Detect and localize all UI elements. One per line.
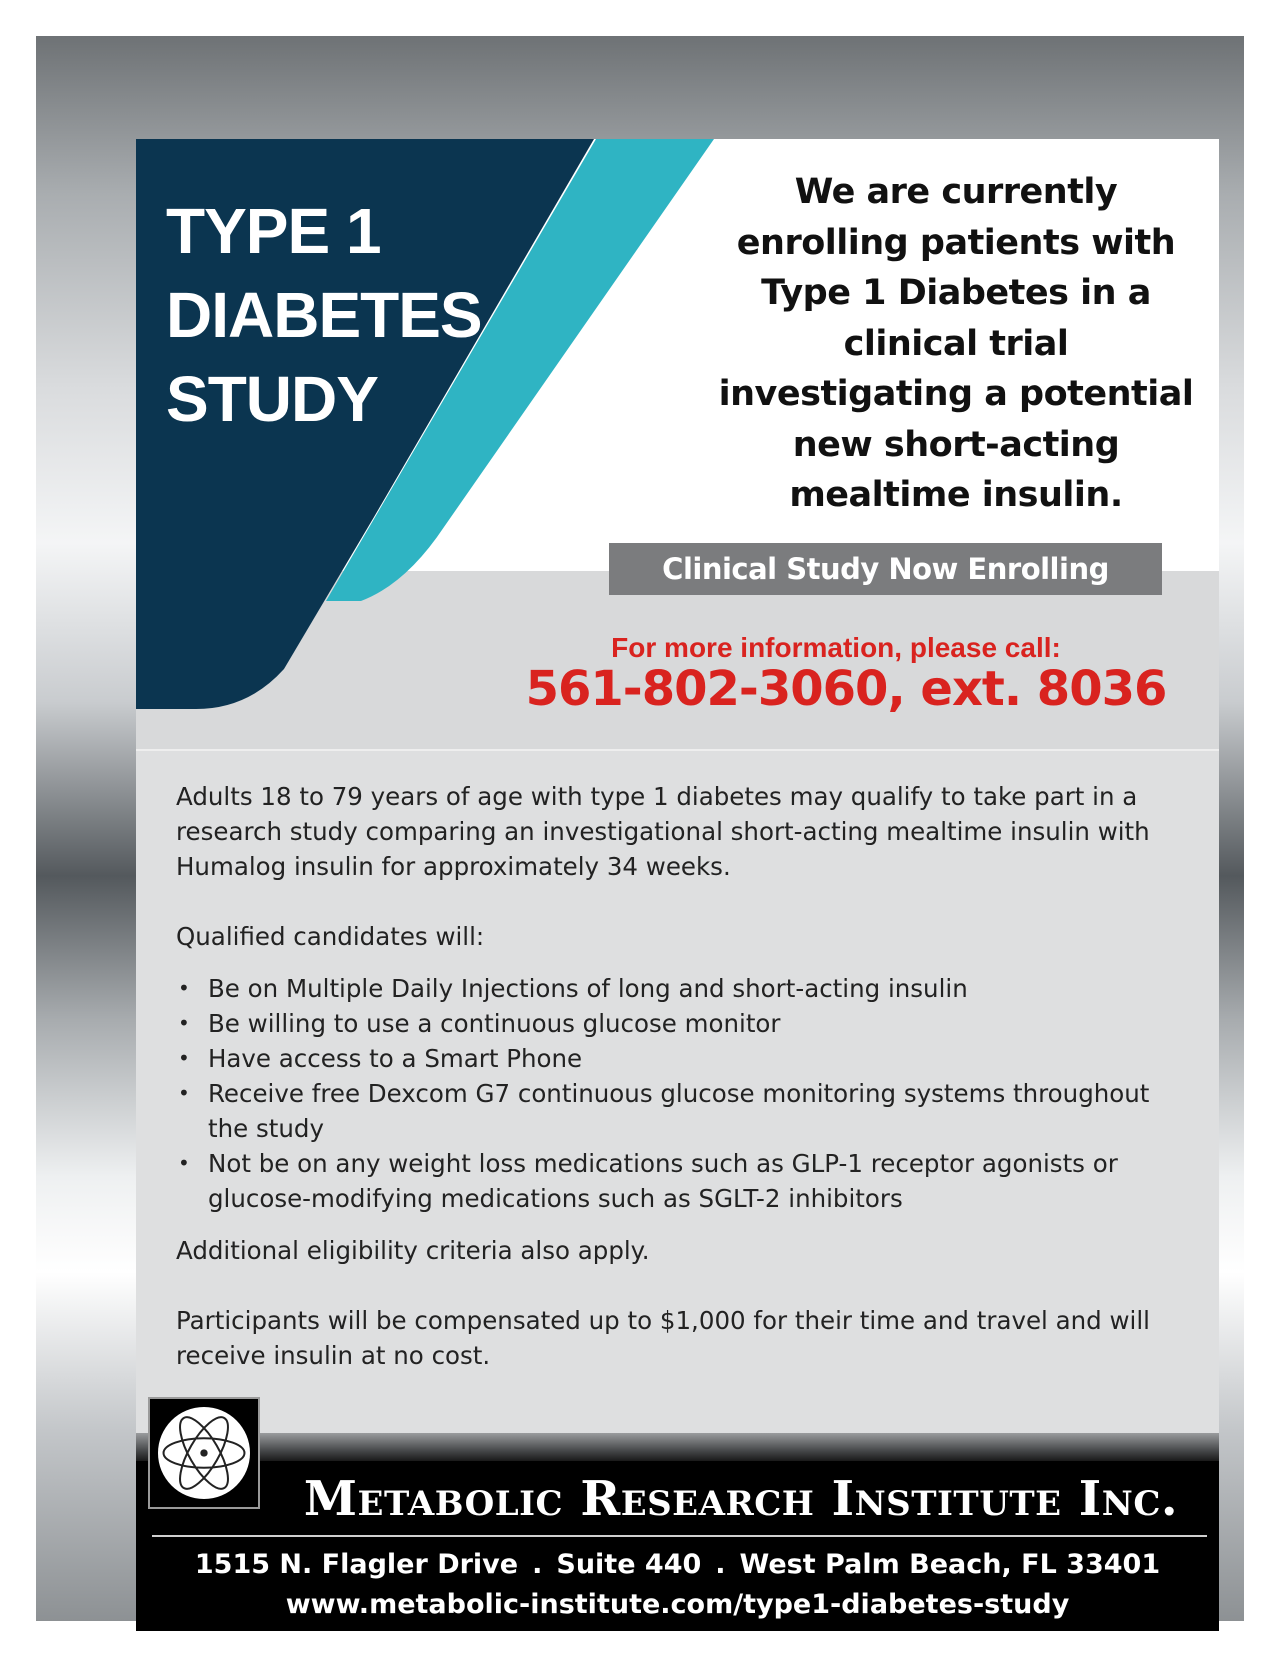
additional-criteria: Additional eligibility criteria also apply. [176, 1236, 650, 1265]
address-separator: . [532, 1549, 543, 1580]
study-flyer [136, 139, 1219, 1631]
address-separator: . [715, 1549, 726, 1580]
list-item: • Receive free Dexcom G7 continuous glucose monitoring systems throughout the study [176, 1076, 1186, 1146]
call-label: For more information, please call: [611, 632, 1061, 663]
address [136, 1549, 1219, 1580]
compensation-text: Participants will be compensated up to $1,000 for their time and travel and will receive insulin at no cost. [176, 1306, 1150, 1370]
list-item: • Have access to a Smart Phone [176, 1041, 1186, 1076]
headline-line-1: TYPE 1 [166, 195, 381, 267]
address-suite: Suite 440 [556, 1549, 702, 1580]
enrolling-banner: Clinical Study Now Enrolling [609, 543, 1162, 595]
eligibility-paragraph: Adults 18 to 79 years of age with type 1 diabetes may qualify to take part in a research study comparing an investigational short-acting mealtime insulin with Humalog insulin for approximately 34 weeks. [176, 782, 1150, 881]
silver-frame [36, 36, 1244, 1621]
criteria-list [176, 971, 1186, 1216]
qualified-heading: Qualified candidates will: [176, 922, 485, 951]
footer-gradient [136, 1433, 1219, 1461]
company-name: Metabolic Research Institute Inc. [303, 1471, 1179, 1527]
list-item: • Be on Multiple Daily Injections of long and short-acting insulin [176, 971, 1186, 1006]
company-logo [148, 1397, 260, 1509]
footer-divider [152, 1535, 1207, 1537]
headline-line-2: DIABETES [166, 279, 482, 351]
study-details [176, 779, 1186, 1373]
headline [166, 189, 506, 441]
intro-text: We are currently enrolling patients with Type 1 Diabetes in a clinical trial investigating a potential new short-acting mealtime insulin. [718, 172, 1194, 515]
list-item: • Not be on any weight loss medications such as GLP-1 receptor agonists or glucose-modifying medications such as SGLT-2 inhibitors [176, 1146, 1186, 1216]
phone-number[interactable]: 561-802-3060, ext. 8036 [525, 661, 1167, 717]
list-item: • Be willing to use a continuous glucose monitor [176, 1006, 1186, 1041]
address-street: 1515 N. Flagler Drive [194, 1549, 519, 1580]
address-city: West Palm Beach, FL 33401 [739, 1549, 1161, 1580]
atom-icon [158, 1407, 250, 1499]
headline-line-3: STUDY [166, 363, 378, 435]
website-link[interactable]: www.metabolic-institute.com/type1-diabetes-study [285, 1589, 1070, 1620]
